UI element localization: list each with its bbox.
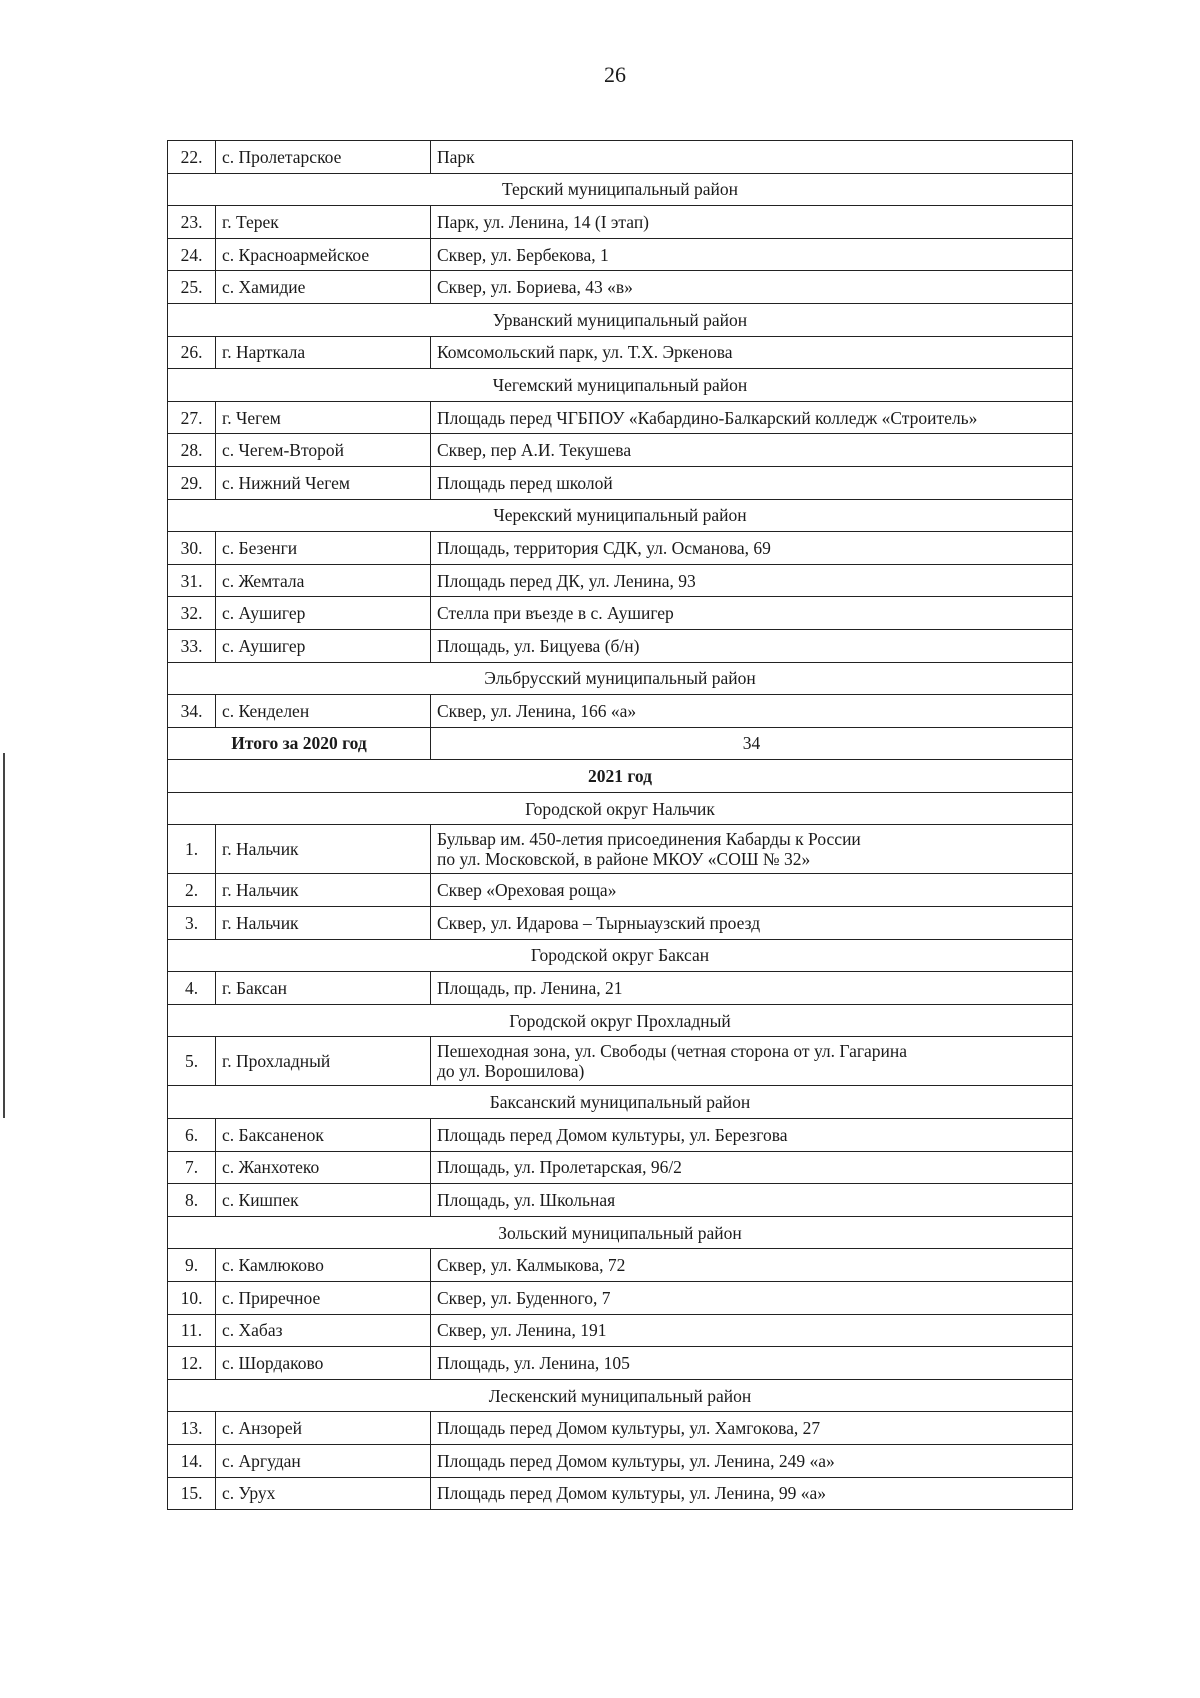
- object-address-line: Площадь перед Домом культуры, ул. Хамгокова, 27: [437, 1418, 821, 1439]
- object-address-line: Площадь перед школой: [437, 472, 613, 493]
- district-heading: Урванский муниципальный район: [168, 303, 1073, 336]
- object-address: [431, 532, 1073, 565]
- object-address: [431, 1119, 1073, 1152]
- district-heading-row: [168, 369, 1073, 402]
- table-row: [168, 532, 1073, 565]
- district-heading-row: [168, 1379, 1073, 1412]
- object-address: [431, 825, 1073, 874]
- object-address-line: Сквер, ул. Ленина, 191: [437, 1320, 607, 1341]
- object-address-line: Площадь, пр. Ленина, 21: [437, 978, 623, 999]
- object-address-line: Площадь перед ДК, ул. Ленина, 93: [437, 570, 696, 591]
- object-address: [431, 1282, 1073, 1315]
- table-row: [168, 434, 1073, 467]
- row-number: 8.: [168, 1184, 216, 1217]
- row-number: 26.: [168, 336, 216, 369]
- object-address: [431, 907, 1073, 940]
- object-address: [431, 1314, 1073, 1347]
- object-address-line: Парк: [437, 146, 475, 167]
- table-row: [168, 1412, 1073, 1445]
- total-value: 34: [431, 727, 1073, 760]
- settlement-name: с. Хамидие: [216, 271, 431, 304]
- object-address: [431, 1184, 1073, 1217]
- settlement-name: с. Кишпек: [216, 1184, 431, 1217]
- settlement-name: с. Жанхотеко: [216, 1151, 431, 1184]
- settlement-name: с. Шордаково: [216, 1347, 431, 1380]
- table-row: [168, 825, 1073, 874]
- district-heading-row: [168, 939, 1073, 972]
- table-row: [168, 466, 1073, 499]
- object-address-line: Комсомольский парк, ул. Т.Х. Эркенова: [437, 342, 733, 363]
- row-number: 31.: [168, 564, 216, 597]
- object-address: [431, 336, 1073, 369]
- settlement-name: с. Жемтала: [216, 564, 431, 597]
- row-number: 1.: [168, 825, 216, 874]
- row-number: 11.: [168, 1314, 216, 1347]
- district-heading: Городской округ Баксан: [168, 939, 1073, 972]
- object-address-line: Сквер, пер А.И. Текушева: [437, 440, 632, 461]
- table-row: [168, 238, 1073, 271]
- settlement-name: с. Красноармейское: [216, 238, 431, 271]
- object-address: [431, 1444, 1073, 1477]
- settlement-name: с. Кенделен: [216, 695, 431, 728]
- object-address-line: Сквер «Ореховая роща»: [437, 880, 617, 901]
- object-address: [431, 629, 1073, 662]
- object-address-line: по ул. Московской, в районе МКОУ «СОШ № 32»: [437, 849, 811, 870]
- district-heading-row: [168, 1004, 1073, 1037]
- object-address-line: Сквер, ул. Ленина, 166 «а»: [437, 700, 637, 721]
- settlement-name: г. Терек: [216, 206, 431, 239]
- object-address: [431, 1037, 1073, 1086]
- object-address: [431, 1347, 1073, 1380]
- row-number: 3.: [168, 907, 216, 940]
- object-address: [431, 434, 1073, 467]
- table-row: [168, 1151, 1073, 1184]
- object-address: [431, 1412, 1073, 1445]
- row-number: 15.: [168, 1477, 216, 1510]
- settlement-name: г. Нарткала: [216, 336, 431, 369]
- row-number: 2.: [168, 874, 216, 907]
- table-row: [168, 1477, 1073, 1510]
- district-heading-row: [168, 792, 1073, 825]
- settlement-name: г. Баксан: [216, 972, 431, 1005]
- object-address: [431, 401, 1073, 434]
- row-number: 30.: [168, 532, 216, 565]
- row-number: 28.: [168, 434, 216, 467]
- table-row: [168, 206, 1073, 239]
- object-address: [431, 597, 1073, 630]
- table-row: [168, 1282, 1073, 1315]
- object-address-line: Площадь перед ЧГБПОУ «Кабардино-Балкарский колледж «Строитель»: [437, 407, 978, 428]
- row-number: 12.: [168, 1347, 216, 1380]
- table-row: [168, 1037, 1073, 1086]
- object-address-line: Сквер, ул. Бербекова, 1: [437, 244, 609, 265]
- object-address: [431, 271, 1073, 304]
- object-address-line: Площадь перед Домом культуры, ул. Ленина, 249 «а»: [437, 1450, 835, 1471]
- district-heading-row: [168, 1086, 1073, 1119]
- object-address-line: Площадь, ул. Ленина, 105: [437, 1352, 630, 1373]
- object-address: [431, 972, 1073, 1005]
- row-number: 10.: [168, 1282, 216, 1315]
- table-row: [168, 336, 1073, 369]
- settlement-name: с. Пролетарское: [216, 141, 431, 174]
- row-number: 7.: [168, 1151, 216, 1184]
- total-label: Итого за 2020 год: [168, 727, 431, 760]
- row-number: 6.: [168, 1119, 216, 1152]
- table-row: [168, 972, 1073, 1005]
- table-row: [168, 1184, 1073, 1217]
- row-number: 34.: [168, 695, 216, 728]
- settlement-name: с. Безенги: [216, 532, 431, 565]
- table-row: [168, 1347, 1073, 1380]
- row-number: 27.: [168, 401, 216, 434]
- settlement-name: г. Нальчик: [216, 825, 431, 874]
- settlement-name: с. Нижний Чегем: [216, 466, 431, 499]
- year-heading-row: [168, 760, 1073, 793]
- row-number: 29.: [168, 466, 216, 499]
- object-address-line: Сквер, ул. Калмыкова, 72: [437, 1255, 626, 1276]
- district-heading: Эльбрусский муниципальный район: [168, 662, 1073, 695]
- district-heading: Городской округ Нальчик: [168, 792, 1073, 825]
- object-address: [431, 564, 1073, 597]
- object-address-line: Площадь, территория СДК, ул. Османова, 69: [437, 537, 771, 558]
- registry-table: [167, 140, 1073, 1510]
- table-row: [168, 271, 1073, 304]
- settlement-name: г. Нальчик: [216, 907, 431, 940]
- settlement-name: с. Урух: [216, 1477, 431, 1510]
- settlement-name: с. Аушигер: [216, 597, 431, 630]
- object-address: [431, 1477, 1073, 1510]
- object-address: [431, 238, 1073, 271]
- district-heading: Терский муниципальный район: [168, 173, 1073, 206]
- scan-margin-line: [3, 753, 5, 1118]
- row-number: 25.: [168, 271, 216, 304]
- object-address-line: до ул. Ворошилова): [437, 1061, 585, 1082]
- settlement-name: с. Аушигер: [216, 629, 431, 662]
- district-heading-row: [168, 499, 1073, 532]
- district-heading-row: [168, 173, 1073, 206]
- table-row: [168, 564, 1073, 597]
- row-number: 22.: [168, 141, 216, 174]
- district-heading: Лескенский муниципальный район: [168, 1379, 1073, 1412]
- table-row: [168, 907, 1073, 940]
- district-heading: Чегемский муниципальный район: [168, 369, 1073, 402]
- table-row: [168, 1444, 1073, 1477]
- settlement-name: с. Анзорей: [216, 1412, 431, 1445]
- settlement-name: с. Камлюково: [216, 1249, 431, 1282]
- object-address-line: Площадь, ул. Школьная: [437, 1190, 616, 1211]
- row-number: 24.: [168, 238, 216, 271]
- settlement-name: г. Нальчик: [216, 874, 431, 907]
- district-heading-row: [168, 303, 1073, 336]
- row-number: 32.: [168, 597, 216, 630]
- object-address: [431, 695, 1073, 728]
- object-address: [431, 141, 1073, 174]
- object-address-line: Бульвар им. 450-летия присоединения Кабарды к России: [437, 829, 861, 850]
- district-heading-row: [168, 662, 1073, 695]
- object-address-line: Стелла при въезде в с. Аушигер: [437, 603, 674, 624]
- table-row: [168, 401, 1073, 434]
- settlement-name: с. Баксаненок: [216, 1119, 431, 1152]
- row-number: 13.: [168, 1412, 216, 1445]
- row-number: 9.: [168, 1249, 216, 1282]
- row-number: 33.: [168, 629, 216, 662]
- object-address-line: Площадь перед Домом культуры, ул. Березгова: [437, 1124, 788, 1145]
- object-address: [431, 466, 1073, 499]
- object-address: [431, 206, 1073, 239]
- object-address-line: Площадь перед Домом культуры, ул. Ленина, 99 «а»: [437, 1483, 827, 1504]
- table-row: [168, 1119, 1073, 1152]
- page-number: 26: [604, 62, 626, 87]
- row-number: 23.: [168, 206, 216, 239]
- object-address-line: Сквер, ул. Буденного, 7: [437, 1287, 611, 1308]
- table-row: [168, 874, 1073, 907]
- year-heading: 2021 год: [168, 760, 1073, 793]
- district-heading: Баксанский муниципальный район: [168, 1086, 1073, 1119]
- registry-table-body: [168, 141, 1073, 1510]
- object-address-line: Сквер, ул. Идарова – Тырныаузский проезд: [437, 912, 761, 933]
- object-address-line: Площадь, ул. Бицуева (б/н): [437, 635, 640, 656]
- table-row: [168, 1249, 1073, 1282]
- district-heading-row: [168, 1216, 1073, 1249]
- district-heading: Черекский муниципальный район: [168, 499, 1073, 532]
- settlement-name: с. Чегем-Второй: [216, 434, 431, 467]
- object-address-line: Парк, ул. Ленина, 14 (I этап): [437, 211, 650, 232]
- table-row: [168, 597, 1073, 630]
- table-row: [168, 141, 1073, 174]
- object-address-line: Площадь, ул. Пролетарская, 96/2: [437, 1157, 682, 1178]
- table-row: [168, 1314, 1073, 1347]
- object-address: [431, 1249, 1073, 1282]
- object-address: [431, 874, 1073, 907]
- district-heading: Городской округ Прохладный: [168, 1004, 1073, 1037]
- settlement-name: г. Чегем: [216, 401, 431, 434]
- object-address-line: Пешеходная зона, ул. Свободы (четная сторона от ул. Гагарина: [437, 1041, 908, 1062]
- settlement-name: с. Приречное: [216, 1282, 431, 1315]
- settlement-name: с. Хабаз: [216, 1314, 431, 1347]
- settlement-name: г. Прохладный: [216, 1037, 431, 1086]
- row-number: 14.: [168, 1444, 216, 1477]
- district-heading: Зольский муниципальный район: [168, 1216, 1073, 1249]
- table-row: [168, 629, 1073, 662]
- object-address-line: Сквер, ул. Бориева, 43 «в»: [437, 277, 633, 298]
- settlement-name: с. Аргудан: [216, 1444, 431, 1477]
- total-row: [168, 727, 1073, 760]
- table-row: [168, 695, 1073, 728]
- row-number: 4.: [168, 972, 216, 1005]
- object-address: [431, 1151, 1073, 1184]
- row-number: 5.: [168, 1037, 216, 1086]
